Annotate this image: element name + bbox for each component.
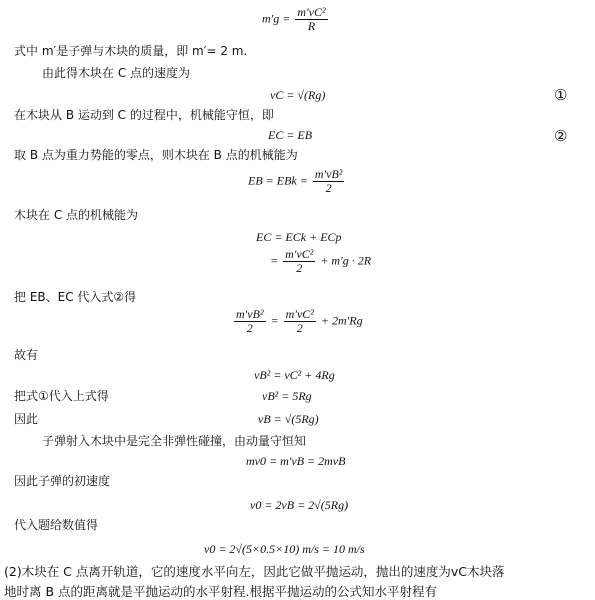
text-plug-values: 代入题给数值得 <box>14 518 99 532</box>
equation-centripetal: m′g = $\frac{\text{m′vC²}}{R}$ <box>262 5 326 33</box>
equation-marker-2: ② <box>554 129 568 145</box>
equation-vb: vB = √(5Rg) <box>258 412 319 426</box>
text-plug-eq1: 把式①代入上式得 <box>14 389 109 403</box>
equation-ec-expand: = $\frac{\text{m′vC²}}{2}$ + m′g · 2R <box>270 247 372 275</box>
equation-marker-1: ① <box>554 88 568 104</box>
text-zero-potential: 取 B 点为重力势能的零点，则木块在 B 点的机械能为 <box>14 148 298 162</box>
equation-energy-balance: $\frac{\text{m′vB²}}{2}$ = $\frac{\text{m′vC²}}{2}$ + 2m′Rg <box>236 307 363 335</box>
equation-vb-squared: vB² = vC² + 4Rg <box>254 368 335 382</box>
equation-eb: EB = EBk = $\frac{\text{m′vB²}}{2}$ <box>248 167 343 195</box>
text-substitute: 把 EB、EC 代入式②得 <box>14 290 137 304</box>
equation-v0-numeric: v0 = 2√(5×0.5×10) m/s = 10 m/s <box>204 542 365 556</box>
text-initial-speed: 因此子弹的初速度 <box>14 474 111 488</box>
text-part2-line2: 地时离 B 点的距离就是平抛运动的水平射程.根据平抛运动的公式知水平射程有 <box>4 584 437 599</box>
text-speed-c-intro: 由此得木块在 C 点的速度为 <box>42 66 191 80</box>
equation-v0: v0 = 2vB = 2√(5Rg) <box>250 498 349 512</box>
text-mass-note: 式中 m′是子弹与木块的质量，即 m′= 2 m. <box>14 44 248 58</box>
equation-momentum: mv0 = m′vB = 2mvB <box>246 454 346 468</box>
text-energy-conserved: 在木块从 B 运动到 C 的过程中，机械能守恒，即 <box>14 108 274 122</box>
text-part2-line1: (2)木块在 C 点离开轨道，它的速度水平向左，因此它做平抛运动，抛出的速度为vC木块落 <box>4 564 505 579</box>
text-therefore-2: 因此 <box>14 412 39 426</box>
equation-vc: vC = √(Rg) <box>270 88 326 102</box>
text-therefore-1: 故有 <box>14 348 39 362</box>
equation-ec-eb: EC = EB <box>268 128 313 142</box>
text-collision: 子弹射入木块中是完全非弹性碰撞，由动量守恒知 <box>42 434 307 448</box>
equation-ec-sum: EC = ECk + ECp <box>256 230 342 244</box>
equation-vb2-5rg: vB² = 5Rg <box>262 389 312 403</box>
text-energy-at-c: 木块在 C 点的机械能为 <box>14 208 139 222</box>
